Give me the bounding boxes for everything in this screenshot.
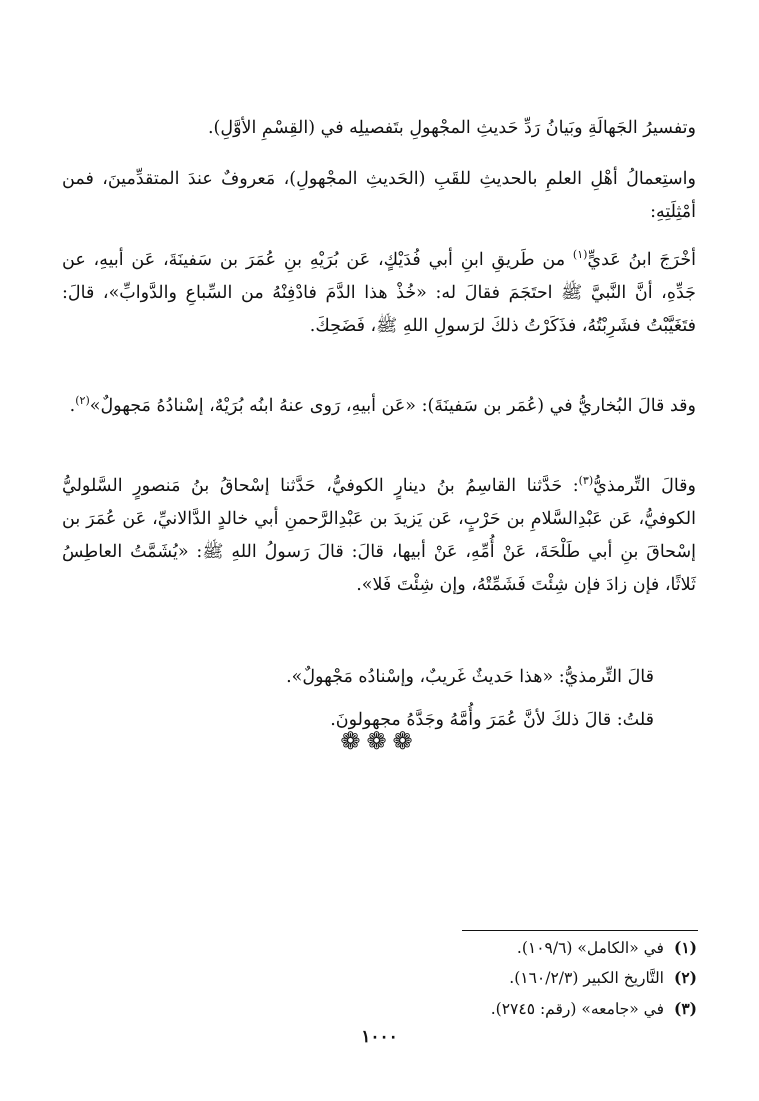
paragraph-author-note: قلتُ: قالَ ذلكَ لأنَّ عُمَرَ وأُمَّهُ وجَدَّهُ مجهولونَ. [330, 709, 654, 730]
paragraph-bukhari [62, 390, 696, 423]
paragraph-usage: واستِعمالُ أهْلِ العلمِ بالحديثِ للقَبِ (الحَديثِ المجْهولِ)، مَعروفٌ عندَ المتقدِّمينَ، فمن أمْثِلَتِهِ: [62, 168, 696, 222]
paragraph-text: . [69, 395, 76, 416]
paragraph-text: أخْرَجَ ابنُ عَديٍّ [587, 249, 697, 270]
paragraph-text: وقالَ التِّرمذيُّ [593, 475, 696, 496]
paragraph-ibn-adi-hadith [62, 244, 696, 343]
paragraph-tirmidhi-verdict: قالَ التِّرمذيُّ: «هذا حَديثٌ غَريبٌ، وإسْنادُه مَجْهولٌ». [286, 666, 654, 687]
footnote-2 [509, 968, 697, 988]
page-number: ١٠٠٠ [361, 1027, 398, 1047]
footnote-text: في «جامعه» (رقم: ٢٧٤٥). [490, 1000, 664, 1018]
footnote-ref-1: (١) [572, 247, 588, 261]
paragraph-intro: وتفسيرُ الجَهالَةِ وبَيانُ رَدِّ حَديثِ المجْهولِ بتَفصيلِه في (القِسْمِ الأوَّلِ). [207, 117, 696, 138]
footnote-ref-3: (٣) [578, 473, 594, 487]
footnote-text: في «الكامل» (١٠٩/٦). [516, 939, 664, 957]
paragraph-text: وقد قالَ البُخاريُّ في (عُمَر بن سَفينَةَ): «عَن أبيهِ، رَوى عنهُ ابنُه بُرَيْهٌ، إسْنادُهُ مَجهولٌ» [89, 395, 696, 416]
footnote-ref-2: (٢) [75, 393, 90, 407]
paragraph-tirmidhi-hadith [62, 470, 696, 602]
footnote-number: (١) [673, 938, 697, 957]
footnote-text: التَّاريخ الكبير (١٦٠/٢/٣). [509, 969, 664, 987]
footnote-divider [462, 930, 698, 931]
footnote-number: (٣) [673, 999, 697, 1018]
footnote-1 [517, 938, 697, 958]
footnote-3 [491, 999, 697, 1019]
paragraph-text: من طَريقِ ابنِ أبي فُدَيْكٍ، عَن بُرَيْهِ بنِ عُمَرَ بن سَفينَةَ، عَن أبيهِ، عن جَدِّهِ، أنَّ النَّبيَّ ﷺ احتَجَمَ فقالَ له: «خُذْ هذا الدَّمَ فادْفِنْهُ من السِّباعِ والدَّوابِّ»، قالَ: فتَغَيَّبْتُ فشَرِبْتُهُ، فذَكَرْتُ ذلكَ لرَسولِ اللهِ ﷺ، فَضَحِكَ. [62, 249, 696, 336]
paragraph-text: : حَدَّثنا القاسِمُ بنُ دينارٍ الكوفيُّ، حَدَّثنا إسْحاقُ بنُ مَنصورٍ السَّلوليُّ الكوفيُّ، عَن عَبْدِالسَّلامِ بن حَرْبٍ، عَن يَزيدَ بن عَبْدِالرَّحمنِ أبي خالدٍ الدَّالانيِّ، عَن عُمَرَ بن إسْحاقَ بنِ أبي طَلْحَةَ، عَنْ أُمِّهِ، عَنْ أبيها، قالَ: قالَ رَسولُ اللهِ ﷺ: «يُشَمَّتُ العاطِسُ ثَلاثًا، فإن زادَ فإن شِئْتَ فَشَمِّتْهُ، وإن شِئْتَ فَلا». [62, 475, 696, 595]
section-ornament: ❁❁❁ [340, 727, 419, 755]
footnote-number: (٢) [673, 968, 697, 987]
